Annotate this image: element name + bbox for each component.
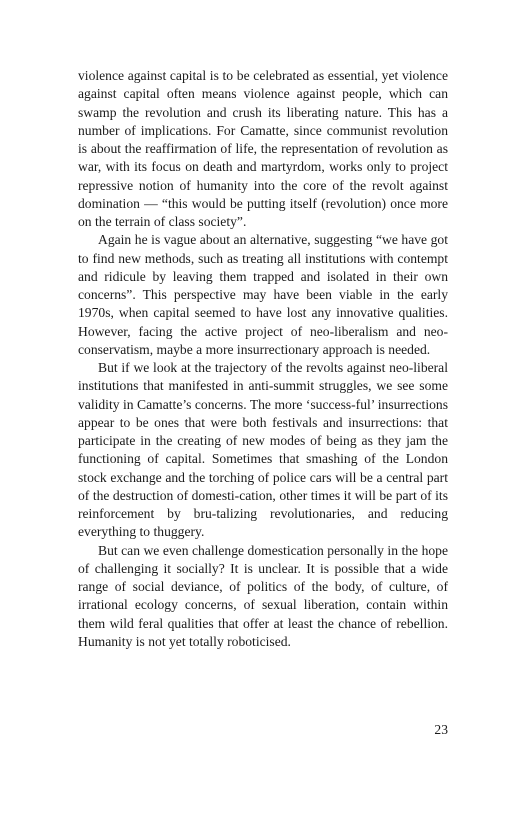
paragraph-1: violence against capital is to be celebrated as essential, yet violence against capital often means violence against people, which can swamp the revolution and crush its liberating nature. This has a number of implications. For Camatte, since communist revolution is about the reaffirmation of life, the representation of revolution as war, with its focus on death and martyrdom, works only to project repressive notion of humanity into the core of the revolt against domination — “this would be putting itself (revolution) once more on the terrain of class society”. — [78, 68, 448, 229]
page-number: 23 — [434, 722, 448, 737]
paragraph-4: But can we even challenge domestication personally in the hope of challenging it socially? It is unclear. It is possible that a wide range of social deviance, of politics of the body, of culture, of irrational ecology concerns, of sexual liberation, contain within them wild feral qualities that offer at least the chance of rebellion. Humanity is not yet totally roboticised. — [78, 542, 448, 649]
paragraph-2: Again he is vague about an alternative, suggesting “we have got to find new methods, such as treating all institutions with contempt and ridicule by leaving them trapped and isolated in their own concerns”. This perspective may have been viable in the early 1970s, when capital seemed to have lost any innovative qualities. However, facing the active project of neo-liberalism and neo-conservatism, maybe a more insurrectionary approach is needed. — [78, 232, 448, 357]
body-text — [78, 67, 448, 651]
paragraph-3: But if we look at the trajectory of the revolts against neo-liberal institutions that manifested in anti-summit struggles, we see some validity in Camatte’s concerns. The more ‘success-ful’ insurrections appear to be ones that were both festivals and insurrections: that participate in the creating of new modes of being as they jam the functioning of capital. Sometimes that smashing of the London stock exchange and the torching of police cars will be a central part of the destruction of domesti-cation, other times it will be part of its reinforcement by bru-talizing revolutionaries, and reducing everything to thuggery. — [78, 360, 448, 540]
